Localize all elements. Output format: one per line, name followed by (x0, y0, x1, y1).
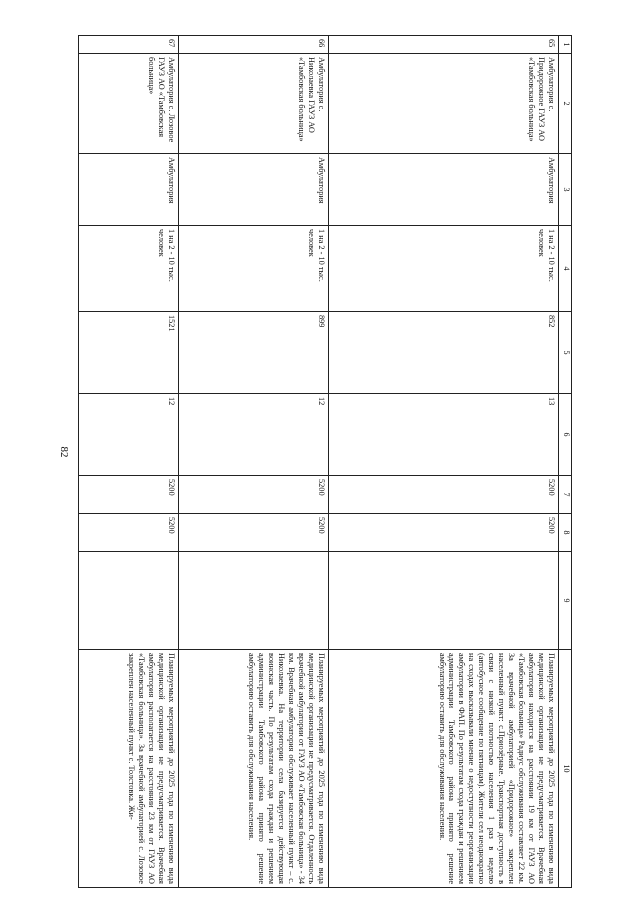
column-7-value: 5200 (179, 476, 329, 514)
table-row (329, 36, 559, 888)
header-col-8: 8 (559, 514, 572, 552)
column-9-value (79, 552, 179, 650)
header-col-5: 5 (559, 312, 572, 394)
organization-name: Амбулатория с. Николаевка ГАУЗ АО «Тамбовская больница» (179, 54, 329, 154)
column-7-value: 5200 (79, 476, 179, 514)
population: 1521 (79, 312, 179, 394)
header-col-6: 6 (559, 394, 572, 476)
column-8-value: 5200 (179, 514, 329, 552)
row-number: 67 (79, 36, 179, 54)
page-number: 82 (58, 446, 70, 458)
header-col-9: 9 (559, 552, 572, 650)
header-col-7: 7 (559, 476, 572, 514)
column-6-value: 12 (179, 394, 329, 476)
column-9-value (179, 552, 329, 650)
notes: Планируемых мероприятий до 2025 года по изменению вида медицинской организации не предусматривается. Врачебная амбулатория располагается на расстоянии 23 км от ГАУЗ АО «Тамбовская больница». За врачебной амбулаторией с. Лозовое закреплен населенный пункт с. Толстовка. Жи- (79, 650, 179, 888)
rotated-table-wrapper (78, 35, 572, 887)
row-number: 65 (329, 36, 559, 54)
header-row (559, 36, 572, 888)
organization-type: Амбулатория (329, 154, 559, 226)
column-6-value: 12 (79, 394, 179, 476)
population: 852 (329, 312, 559, 394)
column-9-value (329, 552, 559, 650)
header-col-1: 1 (559, 36, 572, 54)
organization-name: Амбулатория с. Придорожное ГАУЗ АО «Тамбовская больница» (329, 54, 559, 154)
organization-type: Амбулатория (179, 154, 329, 226)
organization-name: Амбулатория с. Лозовое ГАУЗ АО «Тамбовская больница» (79, 54, 179, 154)
header-col-2: 2 (559, 54, 572, 154)
header-col-4: 4 (559, 226, 572, 312)
column-8-value: 5200 (79, 514, 179, 552)
table-row (79, 36, 179, 888)
column-8-value: 5200 (329, 514, 559, 552)
header-col-10: 10 (559, 650, 572, 888)
population: 899 (179, 312, 329, 394)
table-frame (78, 35, 572, 887)
norm: 1 на 2 - 10 тыс. человек (79, 226, 179, 312)
row-number: 66 (179, 36, 329, 54)
norm: 1 на 2 - 10 тыс. человек (179, 226, 329, 312)
notes: Планируемых мероприятий до 2025 года по изменению вида медицинской организации не предусматривается. Врачебная амбулатория находится на расстоянии 19 км от ГАУЗ АО «Тамбовская больница» Радиус обслуживания составляет 22 км. За врачебной амбулаторией «Придорожное» закреплен населенный пункт: с.Приозёрные. Транспортная доступность в связи с низкой плотностью населения 1 раз в неделю (автобусное сообщение по пятницам). Жители сел неоднократно на сходах высказывали мнение о недоступности реорганизации амбулатории в ФАП. По результатам схода граждан и решением администрации Тамбовского района принято решение амбулаторию оставить для обслуживания населения. (329, 650, 559, 888)
organization-type: Амбулатория (79, 154, 179, 226)
notes: Планируемых мероприятий до 2025 года по изменению вида медицинской организации не предусматривается. Отдаленность врачебной амбулатории от ГАУЗ АО «Тамбовская больница» - 34 км. Врачебная амбулатория обслуживает населенный пункт – с. Николаевка. На территории села базируется действующая воинская часть. По результатам схода граждан и решением администрации Тамбовского района принято решение амбулаторию оставить для обслуживания населения. (179, 650, 329, 888)
norm: 1 на 2 - 10 тыс. человек (329, 226, 559, 312)
medical-organizations-table (78, 35, 572, 888)
column-6-value: 13 (329, 394, 559, 476)
table-row (179, 36, 329, 888)
header-col-3: 3 (559, 154, 572, 226)
column-7-value: 5200 (329, 476, 559, 514)
